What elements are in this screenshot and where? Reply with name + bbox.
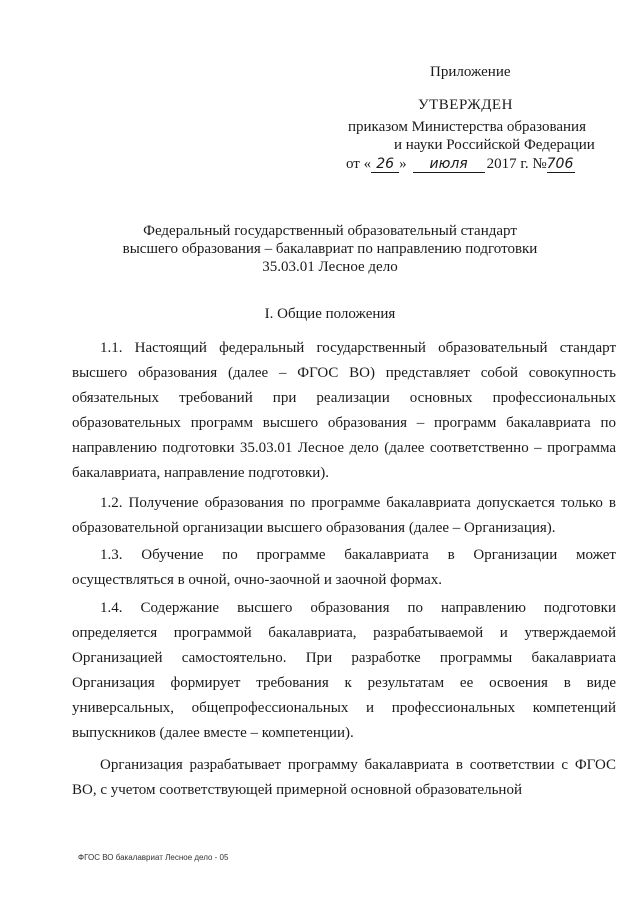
paragraph-1-1: 1.1. Настоящий федеральный государственный образовательный стандарт высшего образования (далее – ФГОС ВО) представляет собой совокупность обязательных требований при реализации основных профессиональных образовательных программ высшего образования – программ бакалавриата по направлению подготовки 35.03.01 Лесное дело (далее соответственно – программа бакалавриата, направление подготовки). <box>72 340 616 481</box>
standard-title-line-1: Федеральный государственный образовательный стандарт <box>143 223 517 239</box>
paragraph-1-3: 1.3. Обучение по программе бакалавриата в Организации может осуществляться в очной, очно-заочной и заочной формах. <box>72 547 616 588</box>
standard-title-line-2: высшего образования – бакалавриат по направлению подготовки <box>122 241 538 257</box>
paragraph-1-2: 1.2. Получение образования по программе бакалавриата допускается только в образовательной организации высшего образования (далее – Организация). <box>72 495 616 536</box>
date-prefix: от « <box>346 156 372 172</box>
order-line-2: и науки Российской Федерации <box>394 137 595 153</box>
section-heading: I. Общие положения <box>264 306 396 322</box>
paragraph-organization: Организация разрабатывает программу бакалавриата в соответствии с ФГОС ВО, с учетом соответствующей примерной основной образовательной <box>72 757 616 798</box>
order-line-1: приказом Министерства образования <box>348 119 586 135</box>
standard-title-line-3: 35.03.01 Лесное дело <box>262 259 398 275</box>
approved-label: УТВЕРЖДЕН <box>418 97 513 113</box>
page-footer: ФГОС ВО бакалавриат Лесное дело - 05 <box>78 853 229 862</box>
date-separator: » <box>399 156 407 172</box>
appendix-label: Приложение <box>430 64 511 80</box>
date-day-handwritten: 26 <box>371 156 399 173</box>
order-date-line <box>346 156 575 173</box>
order-number-handwritten: 706 <box>546 156 574 172</box>
paragraph-1-4: 1.4. Содержание высшего образования по направлению подготовки определяется программой бакалавриата, разрабатываемой и утверждаемой Организацией самостоятельно. При разработке программы бакалавриата Организация формирует требования к результатам ее освоения в виде универсальных, общепрофессиональных и профессиональных компетенций выпускников (далее вместе – компетенции). <box>72 600 616 741</box>
date-month-handwritten: июля <box>413 156 485 173</box>
date-year: 2017 г. № <box>486 156 547 172</box>
